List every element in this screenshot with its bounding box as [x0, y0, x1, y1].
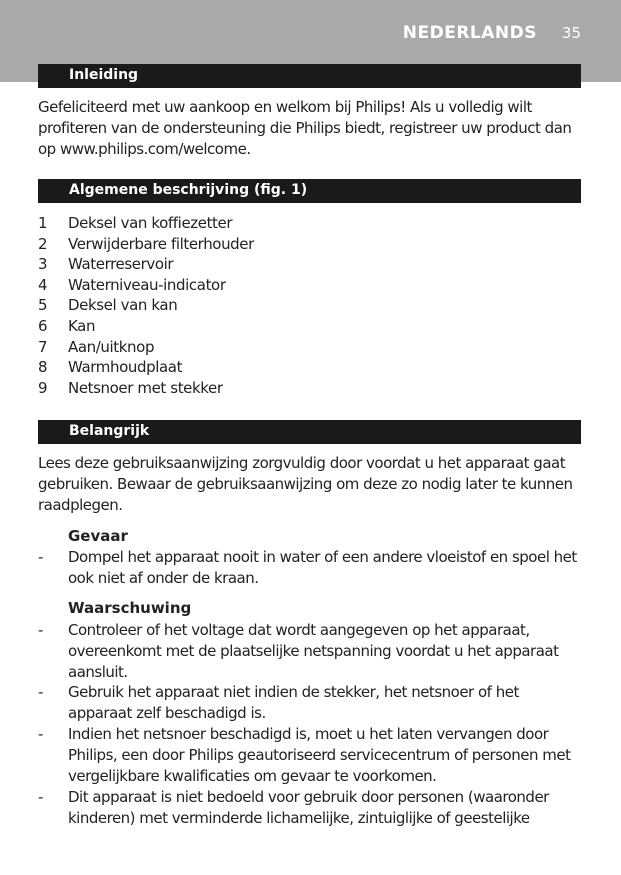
- item-label: Warmhoudplaat: [68, 358, 183, 377]
- section-title: Belangrijk: [69, 423, 150, 439]
- bullet-dash: -: [38, 725, 43, 743]
- item-label: Deksel van koffiezetter: [68, 214, 233, 232]
- item-label: Netsnoer met stekker: [68, 378, 223, 397]
- intro-paragraph: Gefeliciteerd met uw aankoop en welkom bij Philips! Als u volledig wilt profiteren van de ondersteuning die Philips biedt, registreer uw product dan op www.philips.com/welcome.: [38, 98, 572, 158]
- bullet-text: Controleer of het voltage dat wordt aangegeven op het apparaat, overeenkomt met de plaatselijke netspanning voordat u het apparaat aansluit.: [68, 621, 559, 681]
- section-title: Algemene beschrijving (fig. 1): [69, 182, 308, 198]
- item-label: Waterreservoir: [68, 255, 174, 274]
- item-number: 7: [38, 337, 48, 356]
- list-item: [38, 213, 586, 234]
- item-number: 5: [38, 296, 48, 315]
- list-item: [38, 378, 586, 399]
- page-number: 35: [561, 24, 581, 42]
- item-label: Verwijderbare filterhouder: [68, 234, 254, 253]
- belangrijk-intro: Lees deze gebruiksaanwijzing zorgvuldig door voordat u het apparaat gaat gebruiken. Bewaar de gebruiksaanwijzing om deze zo nodig later te kunnen raadplegen.: [38, 454, 573, 514]
- section-heading-belangrijk: [38, 420, 581, 444]
- item-number: 2: [38, 234, 48, 253]
- list-item: [38, 357, 586, 378]
- gevaar-heading: Gevaar: [68, 527, 128, 545]
- list-item: [38, 275, 586, 296]
- bullet-dash: -: [38, 683, 43, 701]
- bullet-dash: -: [38, 548, 43, 566]
- item-label: Waterniveau-indicator: [68, 275, 226, 294]
- item-label: Aan/uitknop: [68, 337, 155, 356]
- item-number: 9: [38, 378, 48, 397]
- parts-list: [38, 213, 586, 398]
- bullet-text: Gebruik het apparaat niet indien de stekker, het netsnoer of het apparaat zelf beschadigd is.: [68, 683, 519, 722]
- list-item: [38, 295, 586, 316]
- language-label: NEDERLANDS: [402, 23, 537, 43]
- section-heading-inleiding: [38, 64, 581, 88]
- bullet-text: Indien het netsnoer beschadigd is, moet u het laten vervangen door Philips, een door Philips geautoriseerd servicecentrum of personen met vergelijkbare kwalificaties om gevaar te voorkomen.: [68, 725, 571, 785]
- list-item: [38, 254, 586, 275]
- item-number: 8: [38, 358, 48, 377]
- bullet-text: Dit apparaat is niet bedoeld voor gebruik door personen (waaronder kinderen) met verminderde lichamelijke, zintuiglijke of geestelijke: [68, 788, 549, 827]
- item-label: Kan: [68, 316, 96, 335]
- item-number: 3: [38, 255, 48, 274]
- list-item: [38, 337, 586, 358]
- bullet-dash: -: [38, 621, 43, 639]
- list-item: [38, 316, 586, 337]
- bullet-dash: -: [38, 788, 43, 806]
- item-number: 4: [38, 275, 48, 294]
- item-label: Deksel van kan: [68, 296, 178, 315]
- list-item: [38, 234, 586, 255]
- item-number: 1: [38, 214, 48, 232]
- bullet-text: Dompel het apparaat nooit in water of een andere vloeistof en spoel het ook niet af onder de kraan.: [68, 548, 577, 587]
- section-heading-beschrijving: [38, 179, 581, 203]
- section-title: Inleiding: [69, 67, 139, 83]
- waarschuwing-heading: Waarschuwing: [68, 599, 192, 617]
- item-number: 6: [38, 316, 48, 335]
